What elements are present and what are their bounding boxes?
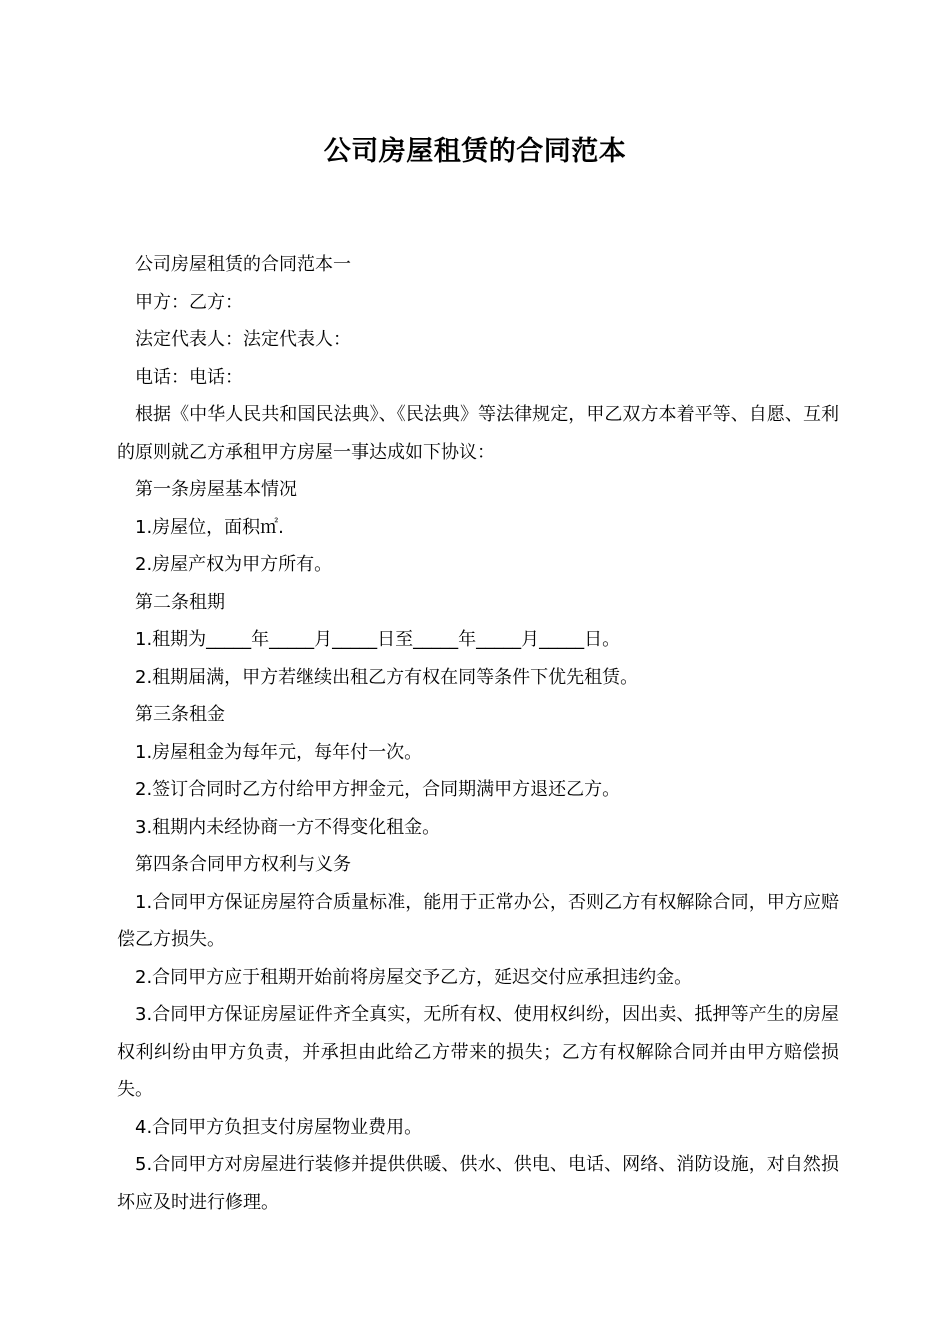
clause-4-4: 4.合同甲方负担支付房屋物业费用。 (135, 1116, 423, 1138)
clause-1-2: 2.房屋产权为甲方所有。 (135, 554, 333, 575)
article-heading-3: 第三条租金 (135, 704, 225, 725)
clause-2-2: 2.租期届满，甲方若继续出租乙方有权在同等条件下优先租赁。 (135, 666, 639, 688)
clause-4-5: 5.合同甲方对房屋进行装修并提供供暖、供水、供电、电话、网络、消防设施，对自然损坏应及时进行修理。 (117, 1154, 839, 1213)
clause-3-1: 1.房屋租金为每年元，每年付一次。 (135, 741, 423, 763)
paragraph-phones: 电话：电话： (135, 366, 243, 388)
article-heading-4: 第四条合同甲方权利与义务 (135, 854, 351, 875)
article-heading-2: 第二条租期 (135, 591, 225, 613)
paragraph-parties: 甲方：乙方： (135, 291, 243, 313)
clause-3-3: 3.租期内未经协商一方不得变化租金。 (135, 816, 441, 838)
clause-1-1: 1.房屋位，面积㎡. (135, 516, 284, 538)
document-body (117, 246, 839, 1221)
clause-2-1: 1.租期为_____年_____月_____日至_____年_____月_____日。 (135, 629, 621, 650)
document-title: 公司房屋租赁的合同范本 (323, 136, 627, 167)
paragraph-preamble: 根据《中华人民共和国民法典》、《民法典》等法律规定，甲乙双方本着平等、自愿、互利的原则就乙方承租甲方房屋一事达成如下协议： (117, 404, 839, 463)
clause-4-2: 2.合同甲方应于租期开始前将房屋交予乙方，延迟交付应承担违约金。 (135, 966, 693, 988)
clause-3-2: 2.签订合同时乙方付给甲方押金元，合同期满甲方退还乙方。 (135, 779, 621, 800)
paragraph-heading-one: 公司房屋租赁的合同范本一 (135, 254, 351, 275)
paragraph-legal-representatives: 法定代表人：法定代表人： (135, 329, 351, 350)
clause-4-1: 1.合同甲方保证房屋符合质量标准，能用于正常办公，否则乙方有权解除合同，甲方应赔偿乙方损失。 (117, 891, 839, 950)
article-heading-1: 第一条房屋基本情况 (135, 479, 297, 500)
clause-4-3: 3.合同甲方保证房屋证件齐全真实，无所有权、使用权纠纷，因出卖、抵押等产生的房屋权利纠纷由甲方负责，并承担由此给乙方带来的损失；乙方有权解除合同并由甲方赔偿损失。 (117, 1004, 839, 1100)
